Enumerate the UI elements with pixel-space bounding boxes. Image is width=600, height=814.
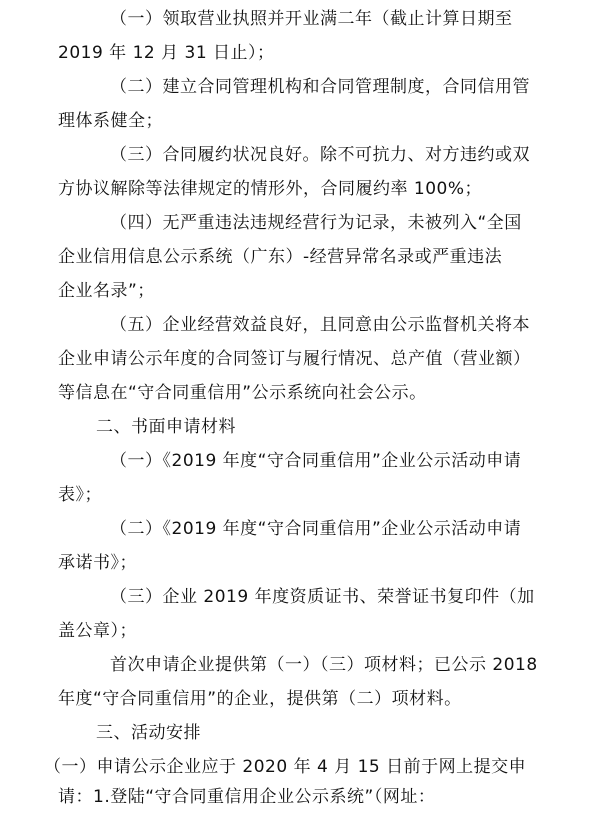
text-line: 理体系健全； bbox=[58, 111, 163, 131]
section-heading: 二、书面申请材料 bbox=[96, 417, 236, 437]
text-line: （二）《2019 年度“守合同重信用”企业公示活动申请 bbox=[110, 519, 522, 539]
text-line: 2019 年 12 月 31 日止）； bbox=[58, 43, 275, 63]
text-line: （三）合同履约状况良好。除不可抗力、对方违约或双 bbox=[110, 145, 530, 165]
text-line: 年度“守合同重信用”的企业，提供第（二）项材料。 bbox=[58, 689, 462, 709]
text-line: 企业名录”； bbox=[58, 281, 155, 301]
text-line: 企业申请公示年度的合同签订与履行情况、总产值（营业额） bbox=[58, 349, 531, 369]
text-line: （三）企业 2019 年度资质证书、荣誉证书复印件（加 bbox=[110, 587, 535, 607]
text-line: （五）企业经营效益良好，且同意由公示监督机关将本 bbox=[110, 315, 530, 335]
text-line: 方协议解除等法律规定的情形外，合同履约率 100%； bbox=[58, 179, 483, 199]
text-line: （一）《2019 年度“守合同重信用”企业公示活动申请 bbox=[110, 451, 522, 471]
text-line: 企业信用信息公示系统（广东）-经营异常名录或严重违法 bbox=[58, 247, 503, 267]
text-line: 承诺书》； bbox=[58, 553, 137, 573]
text-line: （一）申请公示企业应于 2020 年 4 月 15 日前于网上提交申 bbox=[44, 757, 527, 777]
text-line: 表》； bbox=[58, 485, 102, 505]
text-line: 等信息在“守合同重信用”公示系统向社会公示。 bbox=[58, 383, 427, 403]
text-line: （四）无严重违法违规经营行为记录，未被列入“全国 bbox=[110, 213, 522, 233]
text-line: 首次申请企业提供第（一）（三）项材料；已公示 2018 bbox=[110, 655, 538, 675]
text-line: （二）建立合同管理机构和合同管理制度，合同信用管 bbox=[110, 77, 530, 97]
text-line: 请：1.登陆“守合同重信用企业公示系统”（网址： bbox=[58, 787, 436, 807]
text-line: （一）领取营业执照并开业满二年（截止计算日期至 bbox=[110, 9, 513, 29]
section-heading: 三、活动安排 bbox=[96, 723, 201, 743]
text-line: 盖公章）； bbox=[58, 621, 137, 641]
